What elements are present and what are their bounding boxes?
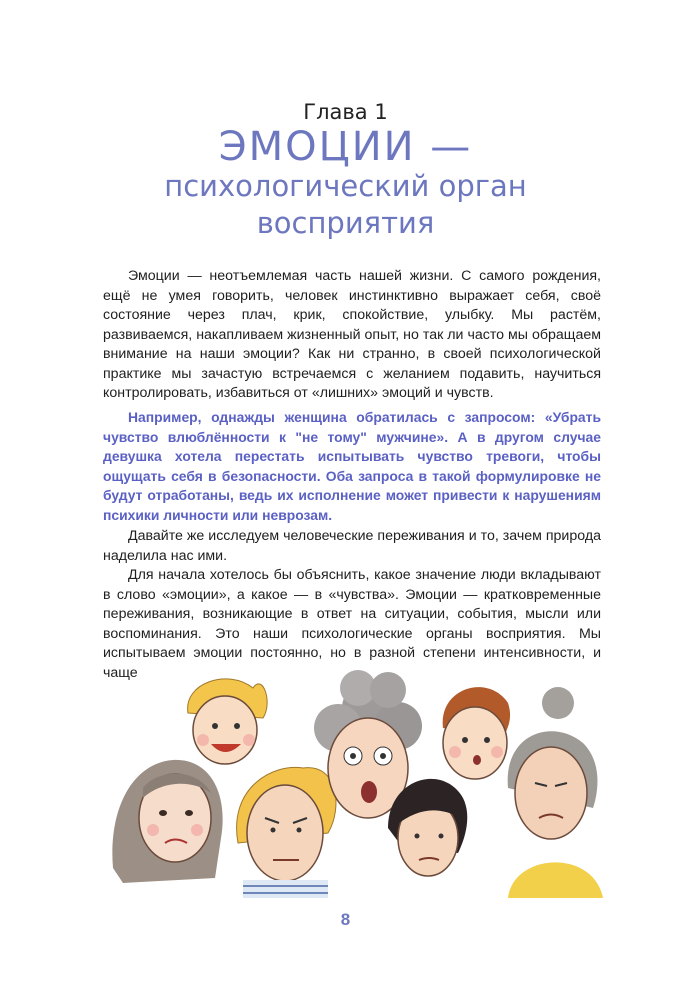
chapter-subtitle-line-1: психологический орган [164,169,527,203]
face-boy-brown [443,687,510,779]
example-paragraph [103,408,601,525]
chapter-subtitle [0,168,691,242]
face-child-blonde [188,679,268,764]
explore-paragraphs [103,527,601,683]
chapter-label: Глава 1 [303,100,388,124]
explore-text: Давайте же исследуем человеческие переживания и то, зачем природа наделила нас ими. [103,528,601,564]
page-number: 8 [340,910,351,929]
definition-text: Для начала хотелось бы объяснить, какое значение люди вкладывают в слово «эмоции», а какое — в «чувства». Эмоции — кратковременные переживания, возникающие в ответ на ситуации, события, мысли или воспоминания. Это наши психологические органы восприятия. Мы испытываем эмоции постоянно, но в разной степени интенсивности, и чаще [103,567,601,681]
face-dark-hair-woman [388,779,467,876]
face-young-man [237,767,336,898]
intro-text: Эмоции — неотъемлемая часть нашей жизни. С самого рождения, ещё не умея говорить, человек инстинктивно выражает себя, своё состояние через плач, крик, спокойствие, улыбку. Мы растём, развиваемся, накапливаем жизненный опыт, но так ли часто мы обращаем внимание на наши эмоции? Как ни странно, в своей психологической практике мы зачастую встречаемся с желанием подавить, научиться контролировать, избавиться от «лишних» эмоций и чувств. [103,268,601,401]
face-old-woman-bun [508,687,603,898]
faces-illustration [103,668,608,898]
chapter-title: ЭМОЦИИ — [218,124,473,170]
face-woman-grey-left [112,760,222,883]
example-text: Например, однажды женщина обратилась с запросом: «Убрать чувство влюблённости к "не тому" мужчине». А в другом случае девушка хотела перестать испытывать чувство тревоги, чтобы ощущать себя в безопасности. Оба запроса в такой формулировке не будут отработаны, ведь их исполнение может привести к нарушениям психики личности или неврозам. [103,409,601,523]
intro-paragraph [103,267,601,404]
chapter-subtitle-line-2: восприятия [256,206,435,240]
